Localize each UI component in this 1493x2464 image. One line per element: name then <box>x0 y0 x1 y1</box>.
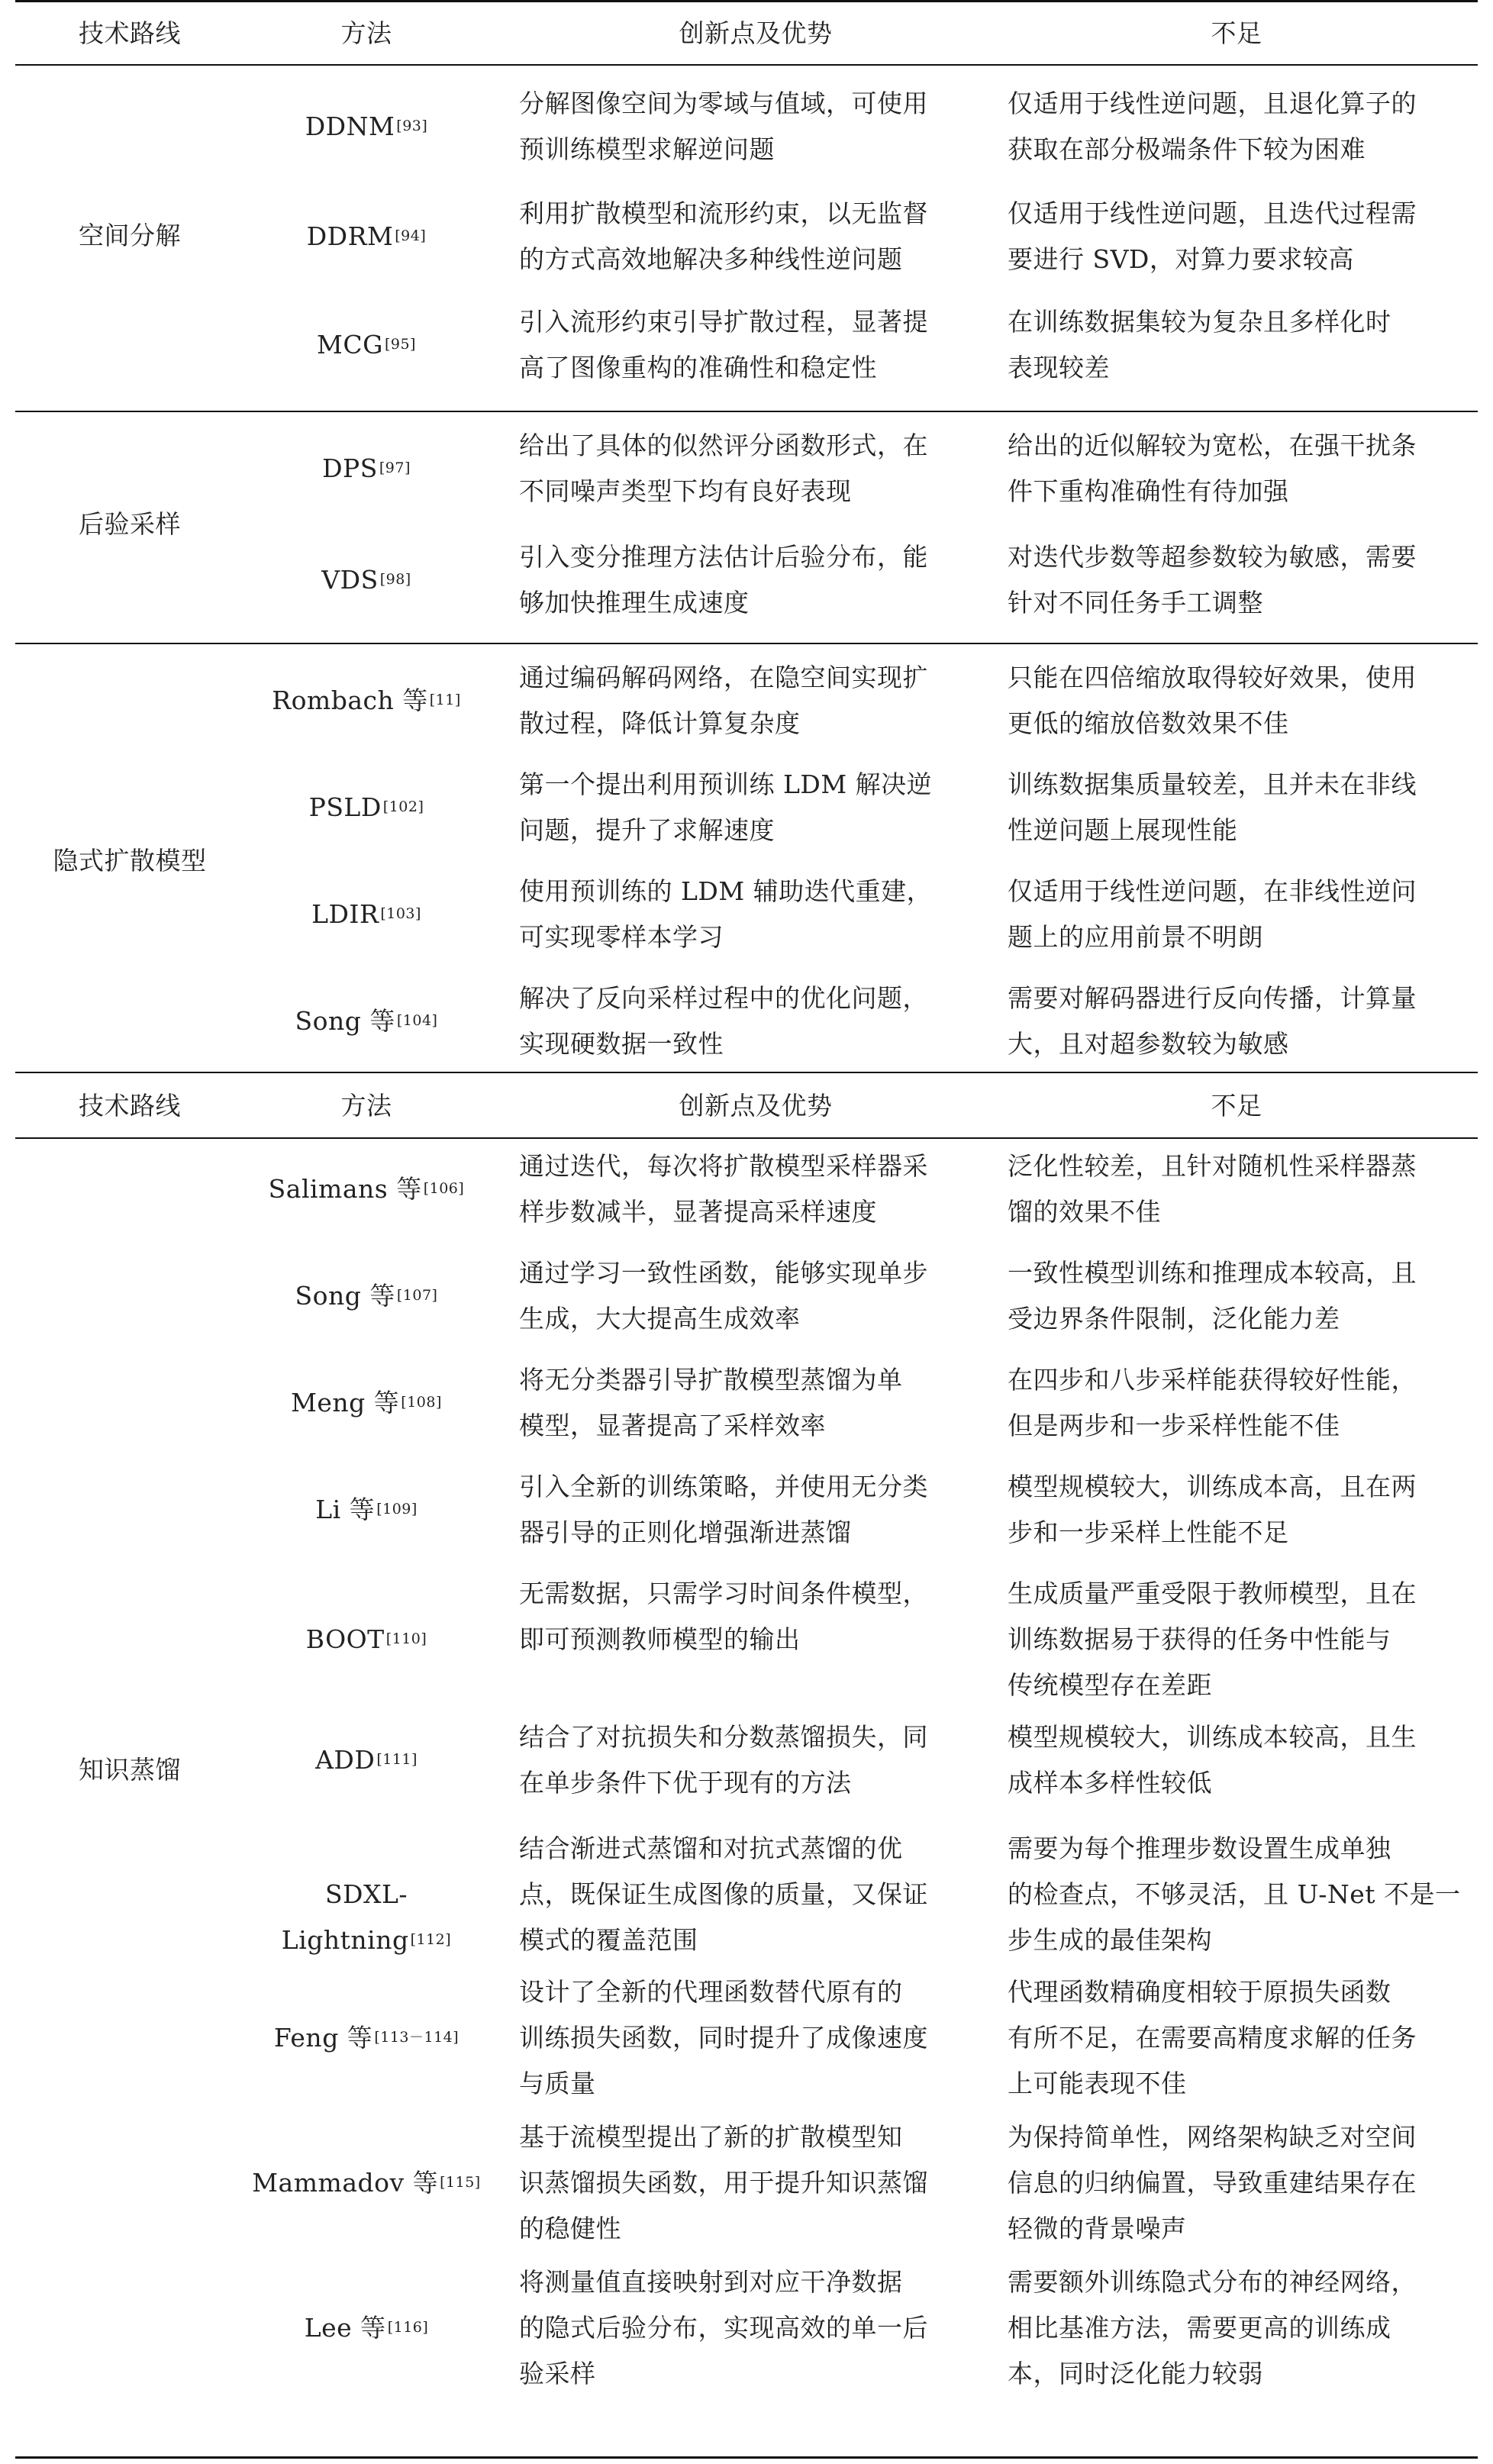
method-name: Salimans 等 <box>268 1174 422 1204</box>
shortcoming-text-line: 成样本多样性较低 <box>1008 1768 1212 1798</box>
method-name: Lee 等 <box>304 2313 386 2343</box>
reference-number: [112] <box>410 1931 452 1948</box>
rule-line <box>15 0 1478 2</box>
advantage-text <box>519 1357 992 1449</box>
shortcoming-text-line: 但是两步和一步采样性能不佳 <box>1008 1411 1340 1440</box>
shortcoming-text-line: 相比基准方法，需要更高的训练成 <box>1008 2313 1391 2343</box>
shortcoming-text-line: 需要对解码器进行反向传播，计算量 <box>1008 983 1417 1013</box>
advantage-text-line: 即可预测教师模型的输出 <box>519 1624 801 1654</box>
route-label: 后验采样 <box>79 509 181 539</box>
rule-line <box>15 64 1478 66</box>
method-cell <box>244 1166 489 1216</box>
shortcoming-text <box>1008 976 1466 1067</box>
advantage-text <box>519 423 992 514</box>
shortcoming-text <box>1008 81 1466 173</box>
advantage-text-line: 将无分类器引导扩散模型蒸馏为单 <box>519 1365 903 1395</box>
shortcoming-text-line: 给出的近似解较为宽松，在强干扰条 <box>1008 431 1417 460</box>
reference-number: [116] <box>387 2319 429 2336</box>
advantage-text-line: 通过学习一致性函数，能够实现单步 <box>519 1258 928 1288</box>
shortcoming-text-line: 针对不同任务手工调整 <box>1008 588 1263 618</box>
shortcoming-text-line: 表现较差 <box>1008 353 1110 382</box>
advantage-text <box>519 869 992 960</box>
advantage-text-line: 利用扩散模型和流形约束，以无监督 <box>519 198 928 228</box>
method-name: Mammadov 等 <box>252 2168 439 2198</box>
method-name: Song 等 <box>295 1281 395 1311</box>
advantage-text <box>519 1143 992 1235</box>
advantage-text-line: 器引导的正则化增强渐进蒸馏 <box>519 1517 852 1547</box>
reference-number: [111] <box>376 1751 418 1768</box>
shortcoming-text-line: 步生成的最佳架构 <box>1008 1925 1212 1955</box>
advantage-text-line: 模式的覆盖范围 <box>519 1925 698 1955</box>
advantage-text-line: 解决了反向采样过程中的优化问题， <box>519 983 928 1013</box>
advantage-text-line: 预训练模型求解逆问题 <box>519 134 775 164</box>
shortcoming-text <box>1008 1357 1466 1449</box>
shortcoming-text-line: 仅适用于线性逆问题，且迭代过程需 <box>1008 198 1417 228</box>
header-route: 技术路线 <box>79 18 181 48</box>
advantage-text-line: 无需数据，只需学习时间条件模型， <box>519 1579 928 1608</box>
reference-number: [110] <box>385 1630 427 1647</box>
rule-line <box>15 643 1478 644</box>
rule-line <box>15 1137 1478 1139</box>
shortcoming-text-line: 模型规模较大，训练成本高，且在两 <box>1008 1472 1417 1501</box>
shortcoming-text <box>1008 1571 1466 1708</box>
shortcoming-text-line: 传统模型存在差距 <box>1008 1670 1212 1700</box>
shortcoming-text <box>1008 2259 1466 2397</box>
advantage-text-line: 引入变分推理方法估计后验分布，能 <box>519 542 928 572</box>
reference-number: [107] <box>396 1287 438 1304</box>
shortcoming-text-line: 信息的归纳偏置，导致重建结果存在 <box>1008 2168 1417 2198</box>
shortcoming-text-line: 只能在四倍缩放取得较好效果，使用 <box>1008 663 1417 692</box>
shortcoming-text-line: 要进行 SVD，对算力要求较高 <box>1008 244 1354 274</box>
shortcoming-text-line: 性逆问题上展现性能 <box>1008 815 1238 845</box>
advantage-text-line: 结合了对抗损失和分数蒸馏损失，同 <box>519 1722 928 1752</box>
advantage-text-line: 的隐式后验分布，实现高效的单一后 <box>519 2313 928 2343</box>
header-route: 技术路线 <box>79 1091 181 1121</box>
advantage-text <box>519 1969 992 2107</box>
advantage-text-line: 问题，提升了求解速度 <box>519 815 775 845</box>
header-method: 方法 <box>340 1091 392 1121</box>
rule-line <box>15 2456 1478 2459</box>
header-advantage: 创新点及优势 <box>679 18 833 48</box>
reference-number: [102] <box>382 798 424 815</box>
method-cell <box>244 892 489 941</box>
advantage-text-line: 不同噪声类型下均有良好表现 <box>519 476 852 506</box>
route-label: 知识蒸馏 <box>79 1755 181 1785</box>
method-name: DPS <box>322 453 378 483</box>
advantage-text-line: 将测量值直接映射到对应干净数据 <box>519 2267 903 2297</box>
reference-number: [106] <box>423 1180 465 1197</box>
shortcoming-text-line: 代理函数精确度相较于原损失函数 <box>1008 1977 1391 2007</box>
advantage-text-line: 生成，大大提高生成效率 <box>519 1304 801 1334</box>
advantage-text <box>519 1250 992 1342</box>
method-name: PSLD <box>308 792 382 822</box>
method-name: LDIR <box>311 899 379 929</box>
shortcoming-text-line: 一致性模型训练和推理成本较高，且 <box>1008 1258 1417 1288</box>
advantage-text-line: 训练损失函数，同时提升了成像速度 <box>519 2023 928 2053</box>
shortcoming-text-line: 上可能表现不佳 <box>1008 2069 1187 2098</box>
method-cell <box>244 1617 489 1666</box>
advantage-text <box>519 191 992 282</box>
reference-number: [98] <box>379 571 411 588</box>
route-label: 空间分解 <box>79 221 181 250</box>
advantage-text-line: 高了图像重构的准确性和稳定性 <box>519 353 877 382</box>
shortcoming-text-line: 仅适用于线性逆问题，在非线性逆问 <box>1008 876 1417 906</box>
advantage-text <box>519 81 992 173</box>
advantage-text <box>519 976 992 1067</box>
shortcoming-text-line: 模型规模较大，训练成本较高，且生 <box>1008 1722 1417 1752</box>
shortcoming-text-line: 本，同时泛化能力较弱 <box>1008 2359 1263 2388</box>
method-cell <box>244 1737 489 1787</box>
method-cell <box>244 557 489 607</box>
rule-line <box>15 411 1478 412</box>
shortcoming-text <box>1008 762 1466 853</box>
advantage-text-line: 通过编码解码网络，在隐空间实现扩 <box>519 663 928 692</box>
shortcoming-text-line: 大，且对超参数较为敏感 <box>1008 1029 1289 1059</box>
shortcoming-text <box>1008 1143 1466 1235</box>
method-cell <box>244 785 489 834</box>
advantage-text <box>519 1571 992 1663</box>
advantage-text-line: 够加快推理生成速度 <box>519 588 750 618</box>
shortcoming-text <box>1008 1969 1466 2107</box>
method-cell <box>244 322 489 372</box>
method-cell <box>244 1487 489 1537</box>
shortcoming-text-line: 的检查点，不够灵活，且 U-Net 不是一 <box>1008 1879 1461 1909</box>
shortcoming-text-line: 更低的缩放倍数效果不佳 <box>1008 708 1289 738</box>
method-cell <box>244 2305 489 2355</box>
advantage-text <box>519 655 992 747</box>
advantage-text <box>519 299 992 391</box>
shortcoming-text-line: 训练数据集质量较差，且并未在非线 <box>1008 769 1417 799</box>
advantage-text-line: 散过程，降低计算复杂度 <box>519 708 801 738</box>
shortcoming-text-line: 题上的应用前景不明朗 <box>1008 922 1263 952</box>
method-cell <box>244 998 489 1048</box>
shortcoming-text <box>1008 1464 1466 1556</box>
reference-number: [115] <box>440 2174 481 2191</box>
method-name: Li 等 <box>315 1495 376 1524</box>
reference-number: [94] <box>395 227 427 244</box>
shortcoming-text-line: 有所不足，在需要高精度求解的任务 <box>1008 2023 1417 2053</box>
shortcoming-text-line: 获取在部分极端条件下较为困难 <box>1008 134 1366 164</box>
advantage-text-line: 通过迭代，每次将扩散模型采样器采 <box>519 1151 928 1181</box>
reference-number: [113－114] <box>374 2029 460 2046</box>
shortcoming-text-line: 为保持简单性，网络架构缺乏对空间 <box>1008 2122 1417 2152</box>
method-name: SDXL-Lightning <box>281 1879 409 1955</box>
method-cell <box>244 2160 489 2210</box>
advantage-text-line: 可实现零样本学习 <box>519 922 724 952</box>
method-name: Rombach 等 <box>272 685 428 715</box>
reference-number: [95] <box>384 336 416 353</box>
shortcoming-text-line: 需要为每个推理步数设置生成单独 <box>1008 1833 1391 1863</box>
advantage-text-line: 给出了具体的似然评分函数形式，在 <box>519 431 928 460</box>
reference-number: [97] <box>379 460 411 476</box>
method-name: Meng 等 <box>291 1388 400 1417</box>
advantage-text <box>519 1826 992 1963</box>
advantage-text <box>519 1714 992 1806</box>
advantage-text-line: 样步数减半，显著提高采样速度 <box>519 1197 877 1227</box>
method-cell <box>244 1380 489 1430</box>
method-name: Song 等 <box>295 1006 395 1036</box>
advantage-text-line: 的方式高效地解决多种线性逆问题 <box>519 244 903 274</box>
shortcoming-text-line: 对迭代步数等超参数较为敏感，需要 <box>1008 542 1417 572</box>
shortcoming-text-line: 仅适用于线性逆问题，且退化算子的 <box>1008 89 1417 118</box>
shortcoming-text-line: 件下重构准确性有待加强 <box>1008 476 1289 506</box>
advantage-text <box>519 1464 992 1556</box>
shortcoming-text-line: 受边界条件限制，泛化能力差 <box>1008 1304 1340 1334</box>
method-name: MCG <box>317 330 383 360</box>
reference-number: [93] <box>396 118 428 134</box>
shortcoming-text <box>1008 1714 1466 1806</box>
method-name: BOOT <box>305 1624 385 1654</box>
shortcoming-text <box>1008 299 1466 391</box>
shortcoming-text-line: 生成质量严重受限于教师模型，且在 <box>1008 1579 1417 1608</box>
header-shortcoming: 不足 <box>1211 18 1262 48</box>
advantage-text-line: 模型，显著提高了采样效率 <box>519 1411 826 1440</box>
method-cell <box>244 1273 489 1323</box>
rule-line <box>15 1072 1478 1073</box>
shortcoming-text <box>1008 191 1466 282</box>
method-name: ADD <box>315 1745 376 1775</box>
advantage-text <box>519 762 992 853</box>
advantage-text <box>519 2114 992 2252</box>
method-name: VDS <box>321 565 379 595</box>
advantage-text-line: 设计了全新的代理函数替代原有的 <box>519 1977 903 2007</box>
shortcoming-text-line: 泛化性较差，且针对随机性采样器蒸 <box>1008 1151 1417 1181</box>
advantage-text-line: 的稳健性 <box>519 2214 621 2243</box>
shortcoming-text-line: 需要额外训练隐式分布的神经网络， <box>1008 2267 1417 2297</box>
shortcoming-text <box>1008 423 1466 514</box>
method-cell <box>244 678 489 727</box>
shortcoming-text <box>1008 534 1466 626</box>
route-label: 隐式扩散模型 <box>53 846 207 876</box>
shortcoming-text-line: 在四步和八步采样能获得较好性能， <box>1008 1365 1417 1395</box>
reference-number: [108] <box>401 1394 442 1411</box>
method-cell <box>244 1872 489 1967</box>
advantage-text-line: 与质量 <box>519 2069 596 2098</box>
method-cell <box>244 214 489 263</box>
advantage-text-line: 引入流形约束引导扩散过程，显著提 <box>519 307 928 337</box>
method-name: DDNM <box>305 111 395 141</box>
shortcoming-text <box>1008 869 1466 960</box>
header-method: 方法 <box>340 18 392 48</box>
advantage-text-line: 验采样 <box>519 2359 596 2388</box>
shortcoming-text-line: 轻微的背景噪声 <box>1008 2214 1187 2243</box>
shortcoming-text <box>1008 2114 1466 2252</box>
shortcoming-text <box>1008 1250 1466 1342</box>
advantage-text-line: 在单步条件下优于现有的方法 <box>519 1768 852 1798</box>
method-cell <box>244 104 489 153</box>
advantage-text-line: 点，既保证生成图像的质量，又保证 <box>519 1879 928 1909</box>
header-advantage: 创新点及优势 <box>679 1091 833 1121</box>
advantage-text-line: 使用预训练的 LDM 辅助迭代重建， <box>519 876 933 906</box>
advantage-text <box>519 534 992 626</box>
method-cell <box>244 2015 489 2065</box>
header-shortcoming: 不足 <box>1211 1091 1262 1121</box>
advantage-text-line: 基于流模型提出了新的扩散模型知 <box>519 2122 903 2152</box>
reference-number: [109] <box>376 1501 418 1517</box>
advantage-text-line: 第一个提出利用预训练 LDM 解决逆 <box>519 769 933 799</box>
shortcoming-text-line: 在训练数据集较为复杂且多样化时 <box>1008 307 1391 337</box>
shortcoming-text-line: 馏的效果不佳 <box>1008 1197 1161 1227</box>
advantage-text-line: 结合渐进式蒸馏和对抗式蒸馏的优 <box>519 1833 903 1863</box>
method-cell <box>244 446 489 495</box>
advantage-text <box>519 2259 992 2397</box>
method-name: DDRM <box>306 221 394 251</box>
shortcoming-text <box>1008 1826 1466 1963</box>
advantage-text-line: 引入全新的训练策略，并使用无分类 <box>519 1472 928 1501</box>
reference-number: [103] <box>380 905 421 922</box>
advantage-text-line: 识蒸馏损失函数，用于提升知识蒸馏 <box>519 2168 928 2198</box>
advantage-text-line: 分解图像空间为零域与值域，可使用 <box>519 89 928 118</box>
shortcoming-text <box>1008 655 1466 747</box>
advantage-text-line: 实现硬数据一致性 <box>519 1029 724 1059</box>
shortcoming-text-line: 训练数据易于获得的任务中性能与 <box>1008 1624 1391 1654</box>
method-name: Feng 等 <box>273 2023 373 2053</box>
reference-number: [11] <box>429 692 461 708</box>
shortcoming-text-line: 步和一步采样上性能不足 <box>1008 1517 1289 1547</box>
reference-number: [104] <box>396 1012 438 1029</box>
